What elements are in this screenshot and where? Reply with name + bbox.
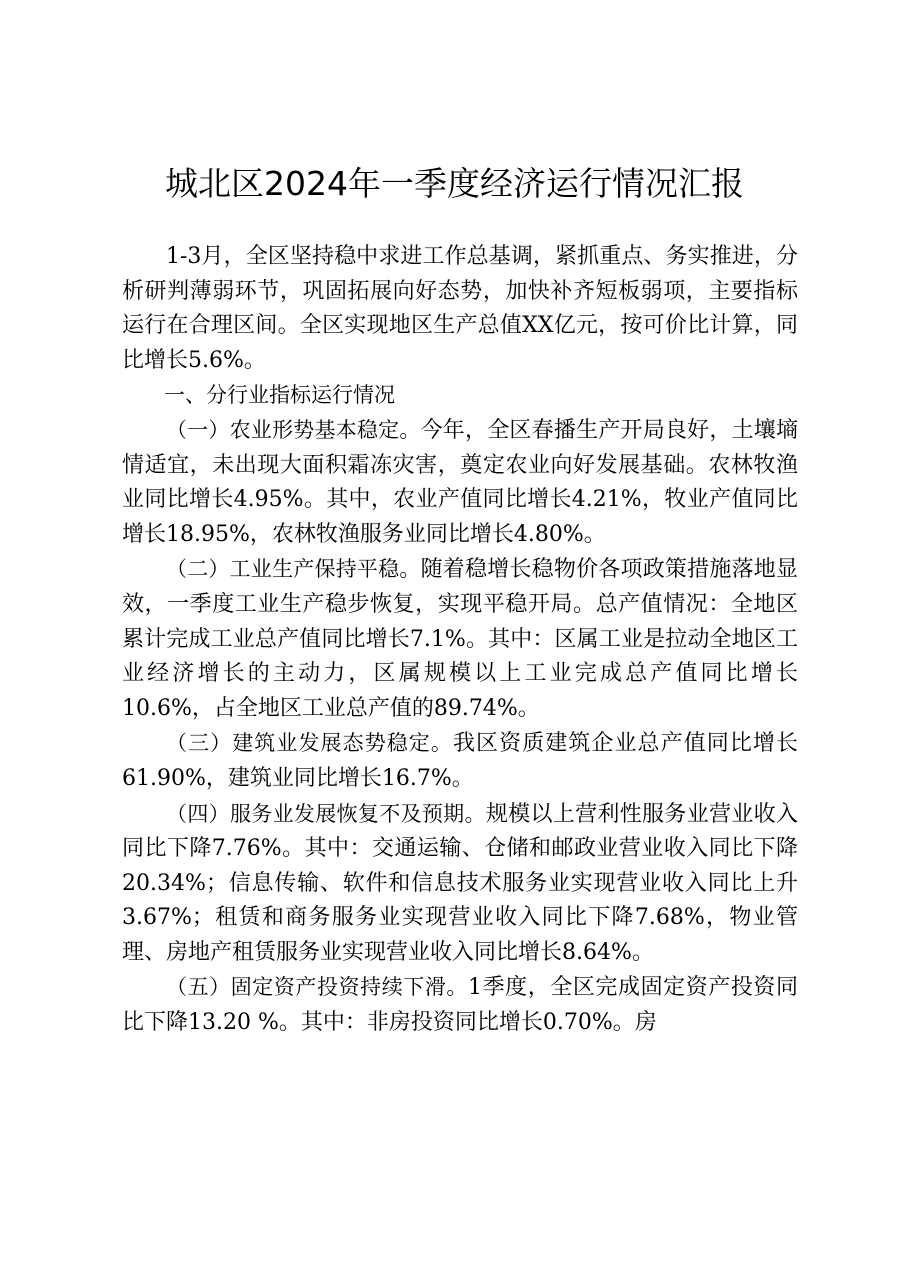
paragraph-text: 1季度，全区完成固定资产投资同比下降13.20 %。其中：非房投资同比增长0.70%。房 <box>122 975 798 1036</box>
intro-paragraph: 1-3月，全区坚持稳中求进工作总基调，紧抓重点、务实推进，分析研判薄弱环节，巩固拓展向好态势，加快补齐短板弱项，主要指标运行在合理区间。全区实现地区生产总值XX亿元，按可价比计算，同比增长5.6%。 <box>122 244 798 373</box>
paragraph-services <box>122 797 798 971</box>
paragraph-industry <box>122 552 798 726</box>
paragraph-lead: （二）工业生产保持平稳。 <box>166 557 421 582</box>
paragraph-lead: （三）建筑业发展态势稳定。 <box>166 731 453 756</box>
paragraph-investment <box>122 970 798 1040</box>
paragraph-lead: （五）固定资产投资持续下滑。 <box>166 975 468 1000</box>
paragraph-text: 随着稳增长稳物价各项政策措施落地显效，一季度工业生产稳步恢复，实现平稳开局。总产值情况：全地区累计完成工业总产值同比增长7.1%。其中：区属工业是拉动全地区工业经济增长的主动力，区属规模以上工业完成总产值同比增长10.6%，占全地区工业总产值的89.74%。 <box>122 557 798 721</box>
document-body <box>122 240 798 1041</box>
paragraph-construction <box>122 726 798 796</box>
paragraph-lead: （一）农业形势基本稳定。 <box>166 417 421 442</box>
paragraph-lead: （四）服务业发展恢复不及预期。 <box>166 801 486 826</box>
document-title: 城北区2024年一季度经济运行情况汇报 <box>165 164 744 203</box>
paragraph-text: 规模以上营利性服务业营业收入同比下降7.76%。其中：交通运输、仓储和邮政业营业收入同比下降20.34%；信息传输、软件和信息技术服务业实现营业收入同比上升3.67%；租赁和商务服务业实现营业收入同比下降7.68%，物业管理、房地产租赁服务业实现营业收入同比增长8.64%。 <box>122 801 798 965</box>
paragraph-text: 我区资质建筑企业总产值同比增长61.90%，建筑业同比增长16.7%。 <box>122 731 798 791</box>
paragraph-text: 今年，全区春播生产开局良好，土壤墒情适宜，未出现大面积霜冻灾害，奠定农业向好发展基础。农林牧渔业同比增长4.95%。其中，农业产值同比增长4.21%，牧业产值同比增长18.95%，农林牧渔服务业同比增长4.80%。 <box>122 417 798 547</box>
section-heading-industry: 一、分行业指标运行情况 <box>164 383 395 408</box>
paragraph-agriculture <box>122 413 798 552</box>
